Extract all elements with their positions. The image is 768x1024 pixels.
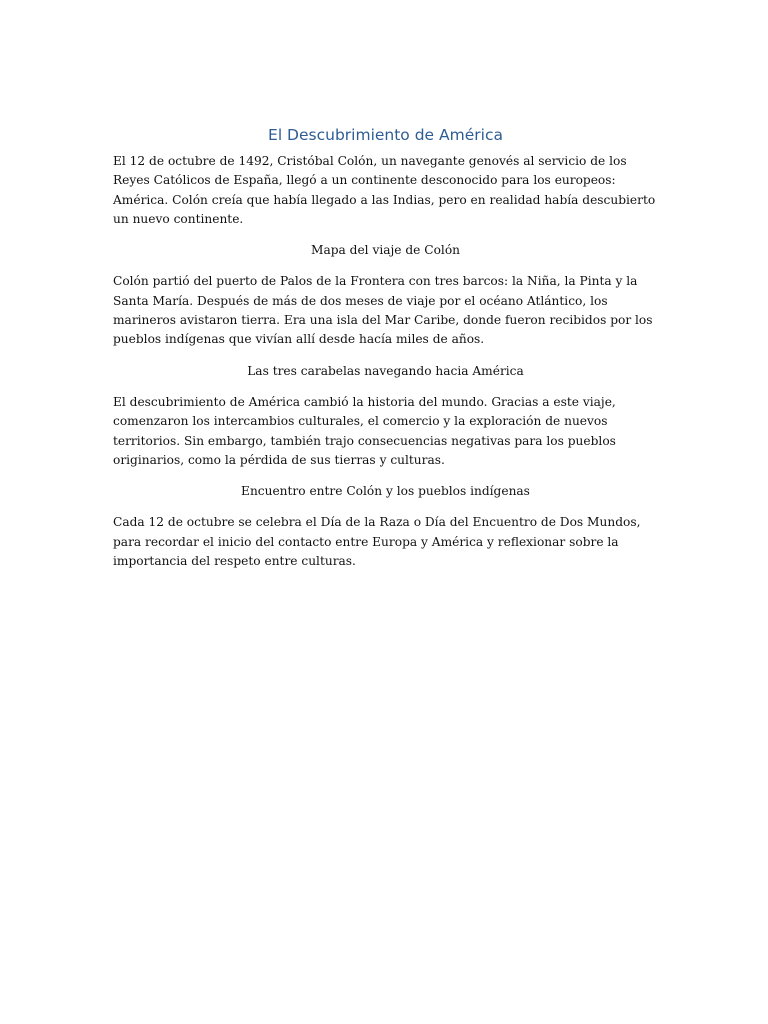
document-body — [113, 124, 658, 583]
image-caption-encounter: Encuentro entre Colón y los pueblos indígenas — [241, 484, 530, 499]
image-caption-caravels: Las tres carabelas navegando hacia América — [247, 363, 524, 378]
page-title: El Descubrimiento de América — [268, 126, 503, 144]
paragraph-voyage: Colón partió del puerto de Palos de la Frontera con tres barcos: la Niña, la Pinta y la Santa María. Después de más de dos meses de viaje por el océano Atlántico, los marineros avistaron tierra. Era una isla del Mar Caribe, donde fueron recibidos por los pueblos indígenas que vivían allí desde hacía miles de años. — [113, 274, 653, 347]
paragraph-celebration: Cada 12 de octubre se celebra el Día de la Raza o Día del Encuentro de Dos Mundos, para recordar el inicio del contacto entre Europa y América y reflexionar sobre la importancia del respeto entre culturas. — [113, 515, 641, 569]
paragraph-intro: El 12 de octubre de 1492, Cristóbal Colón, un navegante genovés al servicio de los Reyes Católicos de España, llegó a un continente desconocido para los europeos: América. Colón creía que había llegado a las Indias, pero en realidad había descubierto un nuevo continente. — [113, 154, 656, 226]
paragraph-impact: El descubrimiento de América cambió la historia del mundo. Gracias a este viaje, comenzaron los intercambios culturales, el comercio y la exploración de nuevos territorios. Sin embargo, también trajo consecuencias negativas para los pueblos originarios, como la pérdida de sus tierras y culturas. — [113, 394, 616, 467]
image-caption-map: Mapa del viaje de Colón — [310, 243, 461, 258]
